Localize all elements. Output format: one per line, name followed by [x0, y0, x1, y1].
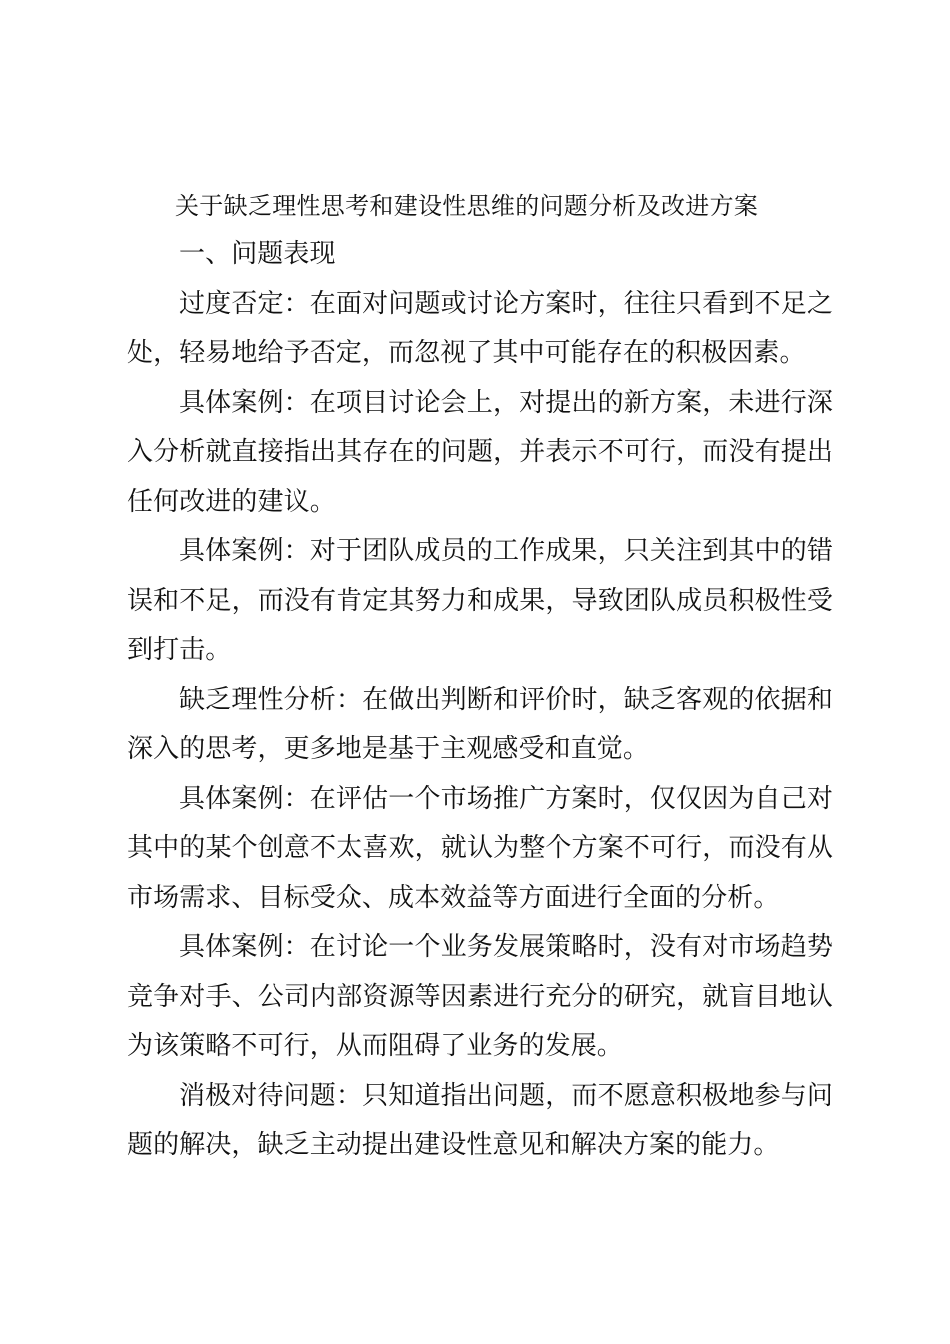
section-heading: 一、问题表现	[179, 239, 336, 269]
document-body	[127, 182, 833, 1171]
paragraph-case-team-work: 具体案例：对于团队成员的工作成果，只关注到其中的错误和不足，而没有肯定其努力和成果，导致团队成员积极性受到打击。	[127, 536, 833, 665]
paragraph-case-marketing-plan: 具体案例：在评估一个市场推广方案时，仅仅因为自己对其中的某个创意不太喜欢，就认为整个方案不可行，而没有从市场需求、目标受众、成本效益等方面进行全面的分析。	[127, 783, 833, 913]
paragraph-case-project-meeting: 具体案例：在项目讨论会上，对提出的新方案，未进行深入分析就直接指出其存在的问题，并表示不可行，而没有提出任何改进的建议。	[127, 387, 833, 517]
document-title: 关于缺乏理性思考和建设性思维的问题分析及改进方案	[175, 192, 759, 220]
paragraph-excessive-negation: 过度否定：在面对问题或讨论方案时，往往只看到不足之处，轻易地给予否定，而忽视了其中可能存在的积极因素。	[127, 288, 833, 368]
paragraph-lack-rational-analysis: 缺乏理性分析：在做出判断和评价时，缺乏客观的依据和深入的思考，更多地是基于主观感受和直觉。	[127, 684, 833, 764]
paragraph-case-business-strategy: 具体案例：在讨论一个业务发展策略时，没有对市场趋势竞争对手、公司内部资源等因素进行充分的研究，就盲目地认为该策略不可行，从而阻碍了业务的发展。	[127, 932, 833, 1061]
paragraph-negative-attitude: 消极对待问题：只知道指出问题，而不愿意积极地参与问题的解决，缺乏主动提出建设性意见和解决方案的能力。	[127, 1080, 833, 1160]
